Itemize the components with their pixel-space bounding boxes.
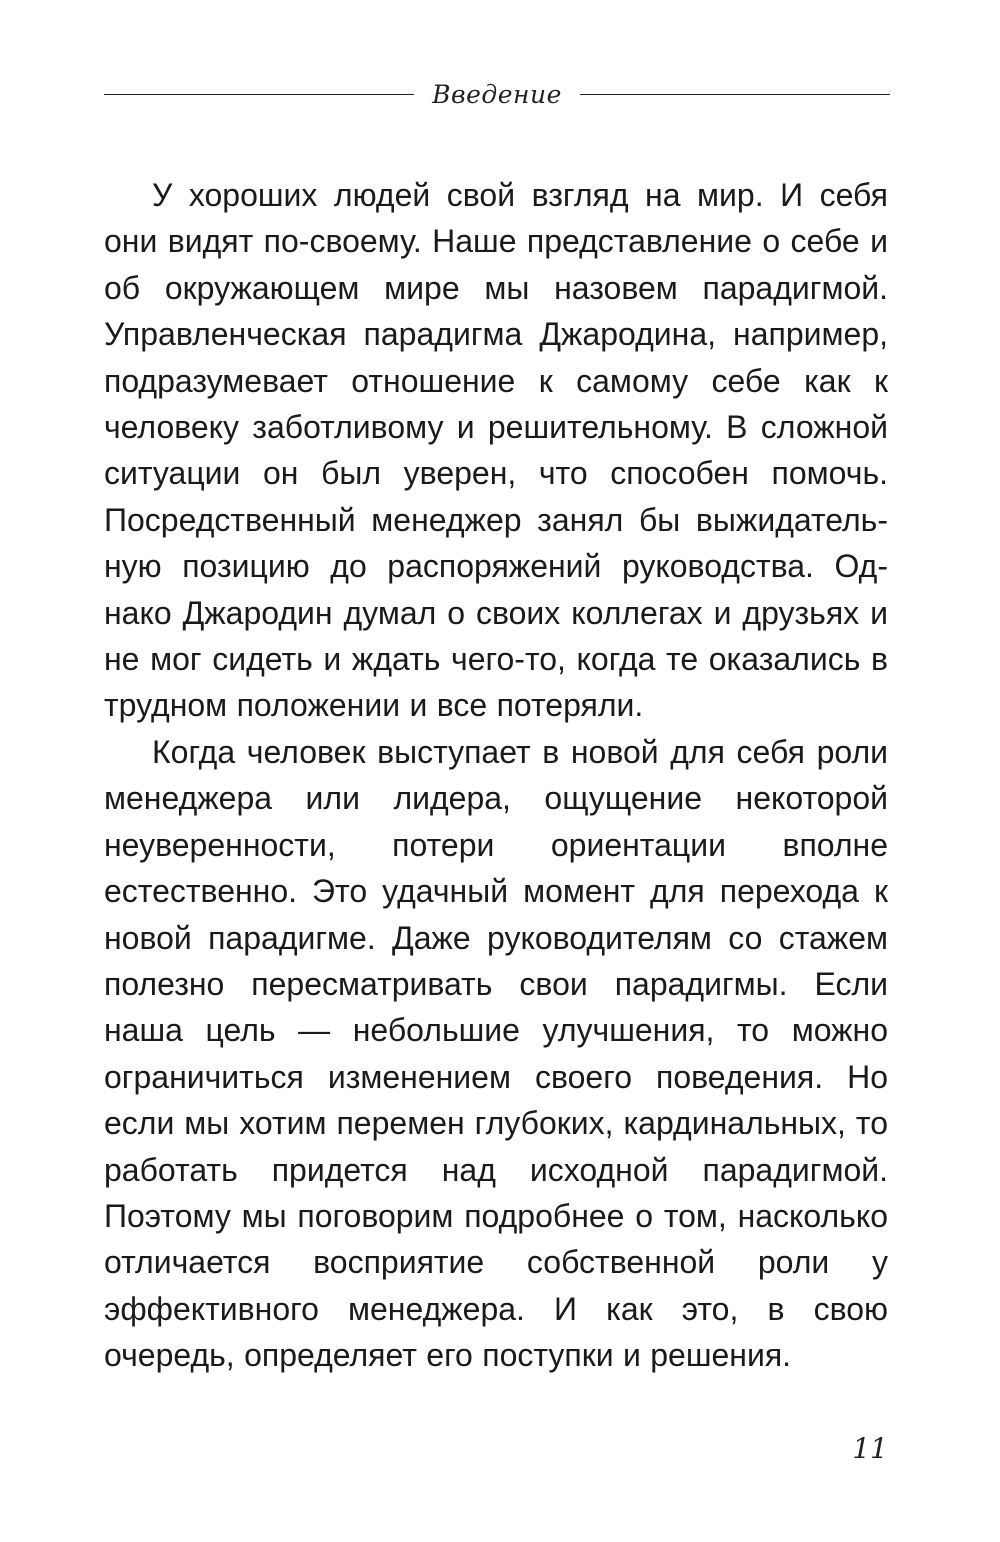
chapter-title: Введение (432, 79, 562, 109)
paragraph-1: У хороших людей свой взгляд на мир. И себя они видят по-своему. Наше представление о себе и об окружающем мире мы назовем парадигмой. Управленческая парадигма Джародина, например, подразумевает отношение к самому себе как к человеку заботливому и решительному. В сложной ситуации он был уверен, что способен помочь. Посредственный менеджер занял бы выжидательную позицию до распоряжений руководства. Однако Джародин думал о своих коллегах и друзьях и не мог сидеть и ждать чего-то, когда те оказались в трудном положении и все потеряли. (104, 177, 888, 724)
running-header (104, 72, 890, 116)
header-rule-right (580, 94, 890, 95)
paragraph-2: Когда человек выступает в новой для себя роли менеджера или лидера, ощущение некоторой неуверенности, потери ориентации вполне естественно. Это удачный момент для перехода к новой парадигме. Даже руководителям со стажем полезно пересматривать свои парадигмы. Если наша цель — небольшие улучшения, то можно ограничиться изменением своего поведения. Но если мы хотим перемен глубоких, кардинальных, то работать придется над исходной парадигмой. Поэтому мы поговорим подробнее о том, насколько отличается восприятие собственной роли у эффективного менеджера. И как это, в свою очередь, определяет его поступки и решения. (104, 733, 888, 1374)
header-rule-left (104, 94, 414, 95)
body-text (104, 172, 888, 1379)
page-number: 11 (852, 1432, 888, 1465)
